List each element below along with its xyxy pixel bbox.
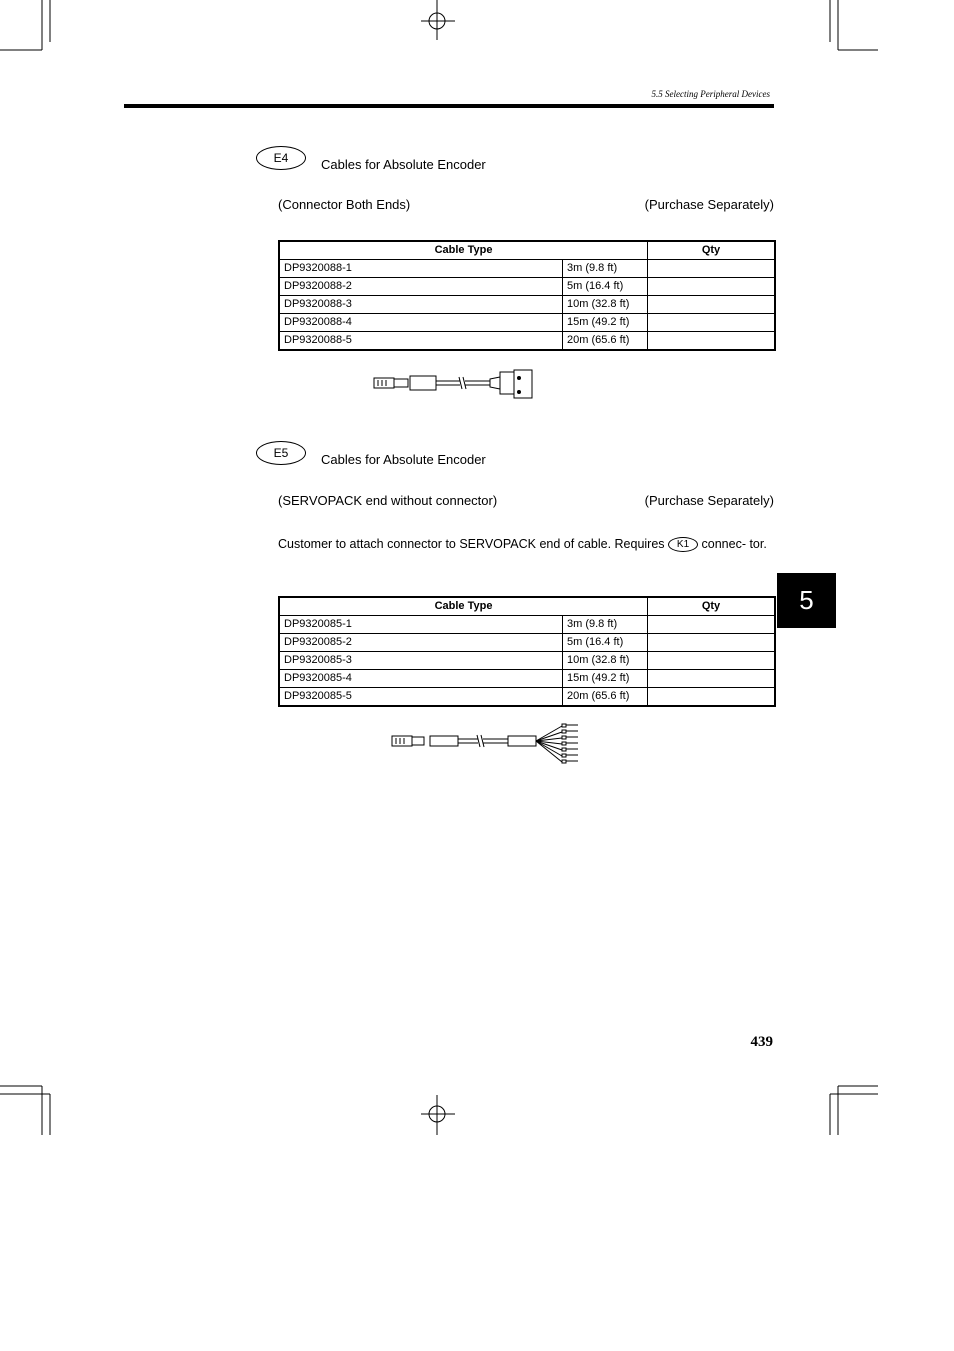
cable-type-cell: DP9320088-2 (279, 278, 563, 296)
qty-cell[interactable] (648, 260, 776, 278)
length-cell: 3m (9.8 ft) (563, 260, 648, 278)
length-cell: 15m (49.2 ft) (563, 670, 648, 688)
cable-type-cell: DP9320085-1 (279, 616, 563, 634)
length-cell: 10m (32.8 ft) (563, 652, 648, 670)
section-title-e5: Cables for Absolute Encoder (321, 452, 486, 467)
note-text-after: connec- tor. (701, 537, 767, 551)
table-row (279, 652, 775, 670)
cable-type-cell: DP9320088-1 (279, 260, 563, 278)
length-cell: 10m (32.8 ft) (563, 296, 648, 314)
table-row (279, 616, 775, 634)
note-text-before: Customer to attach connector to SERVOPACK end of cable. Requires (278, 537, 665, 551)
cable-type-cell: DP9320088-4 (279, 314, 563, 332)
section-badge-e4: E4 (256, 146, 306, 170)
cable-table-e4 (278, 240, 776, 351)
table-row (279, 332, 775, 351)
length-cell: 3m (9.8 ft) (563, 616, 648, 634)
length-cell: 15m (49.2 ft) (563, 314, 648, 332)
purchase-note-e5: (Purchase Separately) (644, 493, 774, 508)
table-row (279, 296, 775, 314)
chapter-tab: 5 (777, 573, 836, 628)
section-subtitle-e5: (SERVOPACK end without connector) (278, 493, 498, 508)
qty-cell[interactable] (648, 332, 776, 351)
qty-cell[interactable] (648, 314, 776, 332)
column-header-qty: Qty (648, 241, 776, 260)
column-header-cable-type: Cable Type (279, 597, 648, 616)
section-badge-e5: E5 (256, 441, 306, 465)
table-row (279, 260, 775, 278)
qty-cell[interactable] (648, 652, 776, 670)
cable-loose-wires-illustration (388, 720, 583, 766)
column-header-qty: Qty (648, 597, 776, 616)
qty-cell[interactable] (648, 616, 776, 634)
assembly-note (278, 536, 768, 552)
cable-type-cell: DP9320085-2 (279, 634, 563, 652)
cable-type-cell: DP9320088-3 (279, 296, 563, 314)
page-number: 439 (750, 1034, 773, 1050)
purchase-note-e4: (Purchase Separately) (644, 197, 774, 212)
cable-both-connectors-illustration (370, 366, 540, 406)
part-badge-k1: K1 (668, 537, 698, 552)
length-cell: 20m (65.6 ft) (563, 688, 648, 707)
qty-cell[interactable] (648, 296, 776, 314)
cable-type-cell: DP9320088-5 (279, 332, 563, 351)
cable-type-cell: DP9320085-3 (279, 652, 563, 670)
table-row (279, 670, 775, 688)
qty-cell[interactable] (648, 688, 776, 707)
cable-type-cell: DP9320085-5 (279, 688, 563, 707)
qty-cell[interactable] (648, 670, 776, 688)
length-cell: 5m (16.4 ft) (563, 634, 648, 652)
cable-type-cell: DP9320085-4 (279, 670, 563, 688)
table-row (279, 688, 775, 707)
length-cell: 5m (16.4 ft) (563, 278, 648, 296)
qty-cell[interactable] (648, 278, 776, 296)
table-row (279, 634, 775, 652)
cable-table-e5 (278, 596, 776, 707)
section-title-e4: Cables for Absolute Encoder (321, 157, 486, 172)
column-header-cable-type: Cable Type (279, 241, 648, 260)
header-rule (124, 104, 774, 108)
qty-cell[interactable] (648, 634, 776, 652)
running-header: 5.5 Selecting Peripheral Devices (651, 89, 770, 99)
table-row (279, 314, 775, 332)
length-cell: 20m (65.6 ft) (563, 332, 648, 351)
table-row (279, 278, 775, 296)
section-subtitle-e4: (Connector Both Ends) (278, 197, 411, 212)
